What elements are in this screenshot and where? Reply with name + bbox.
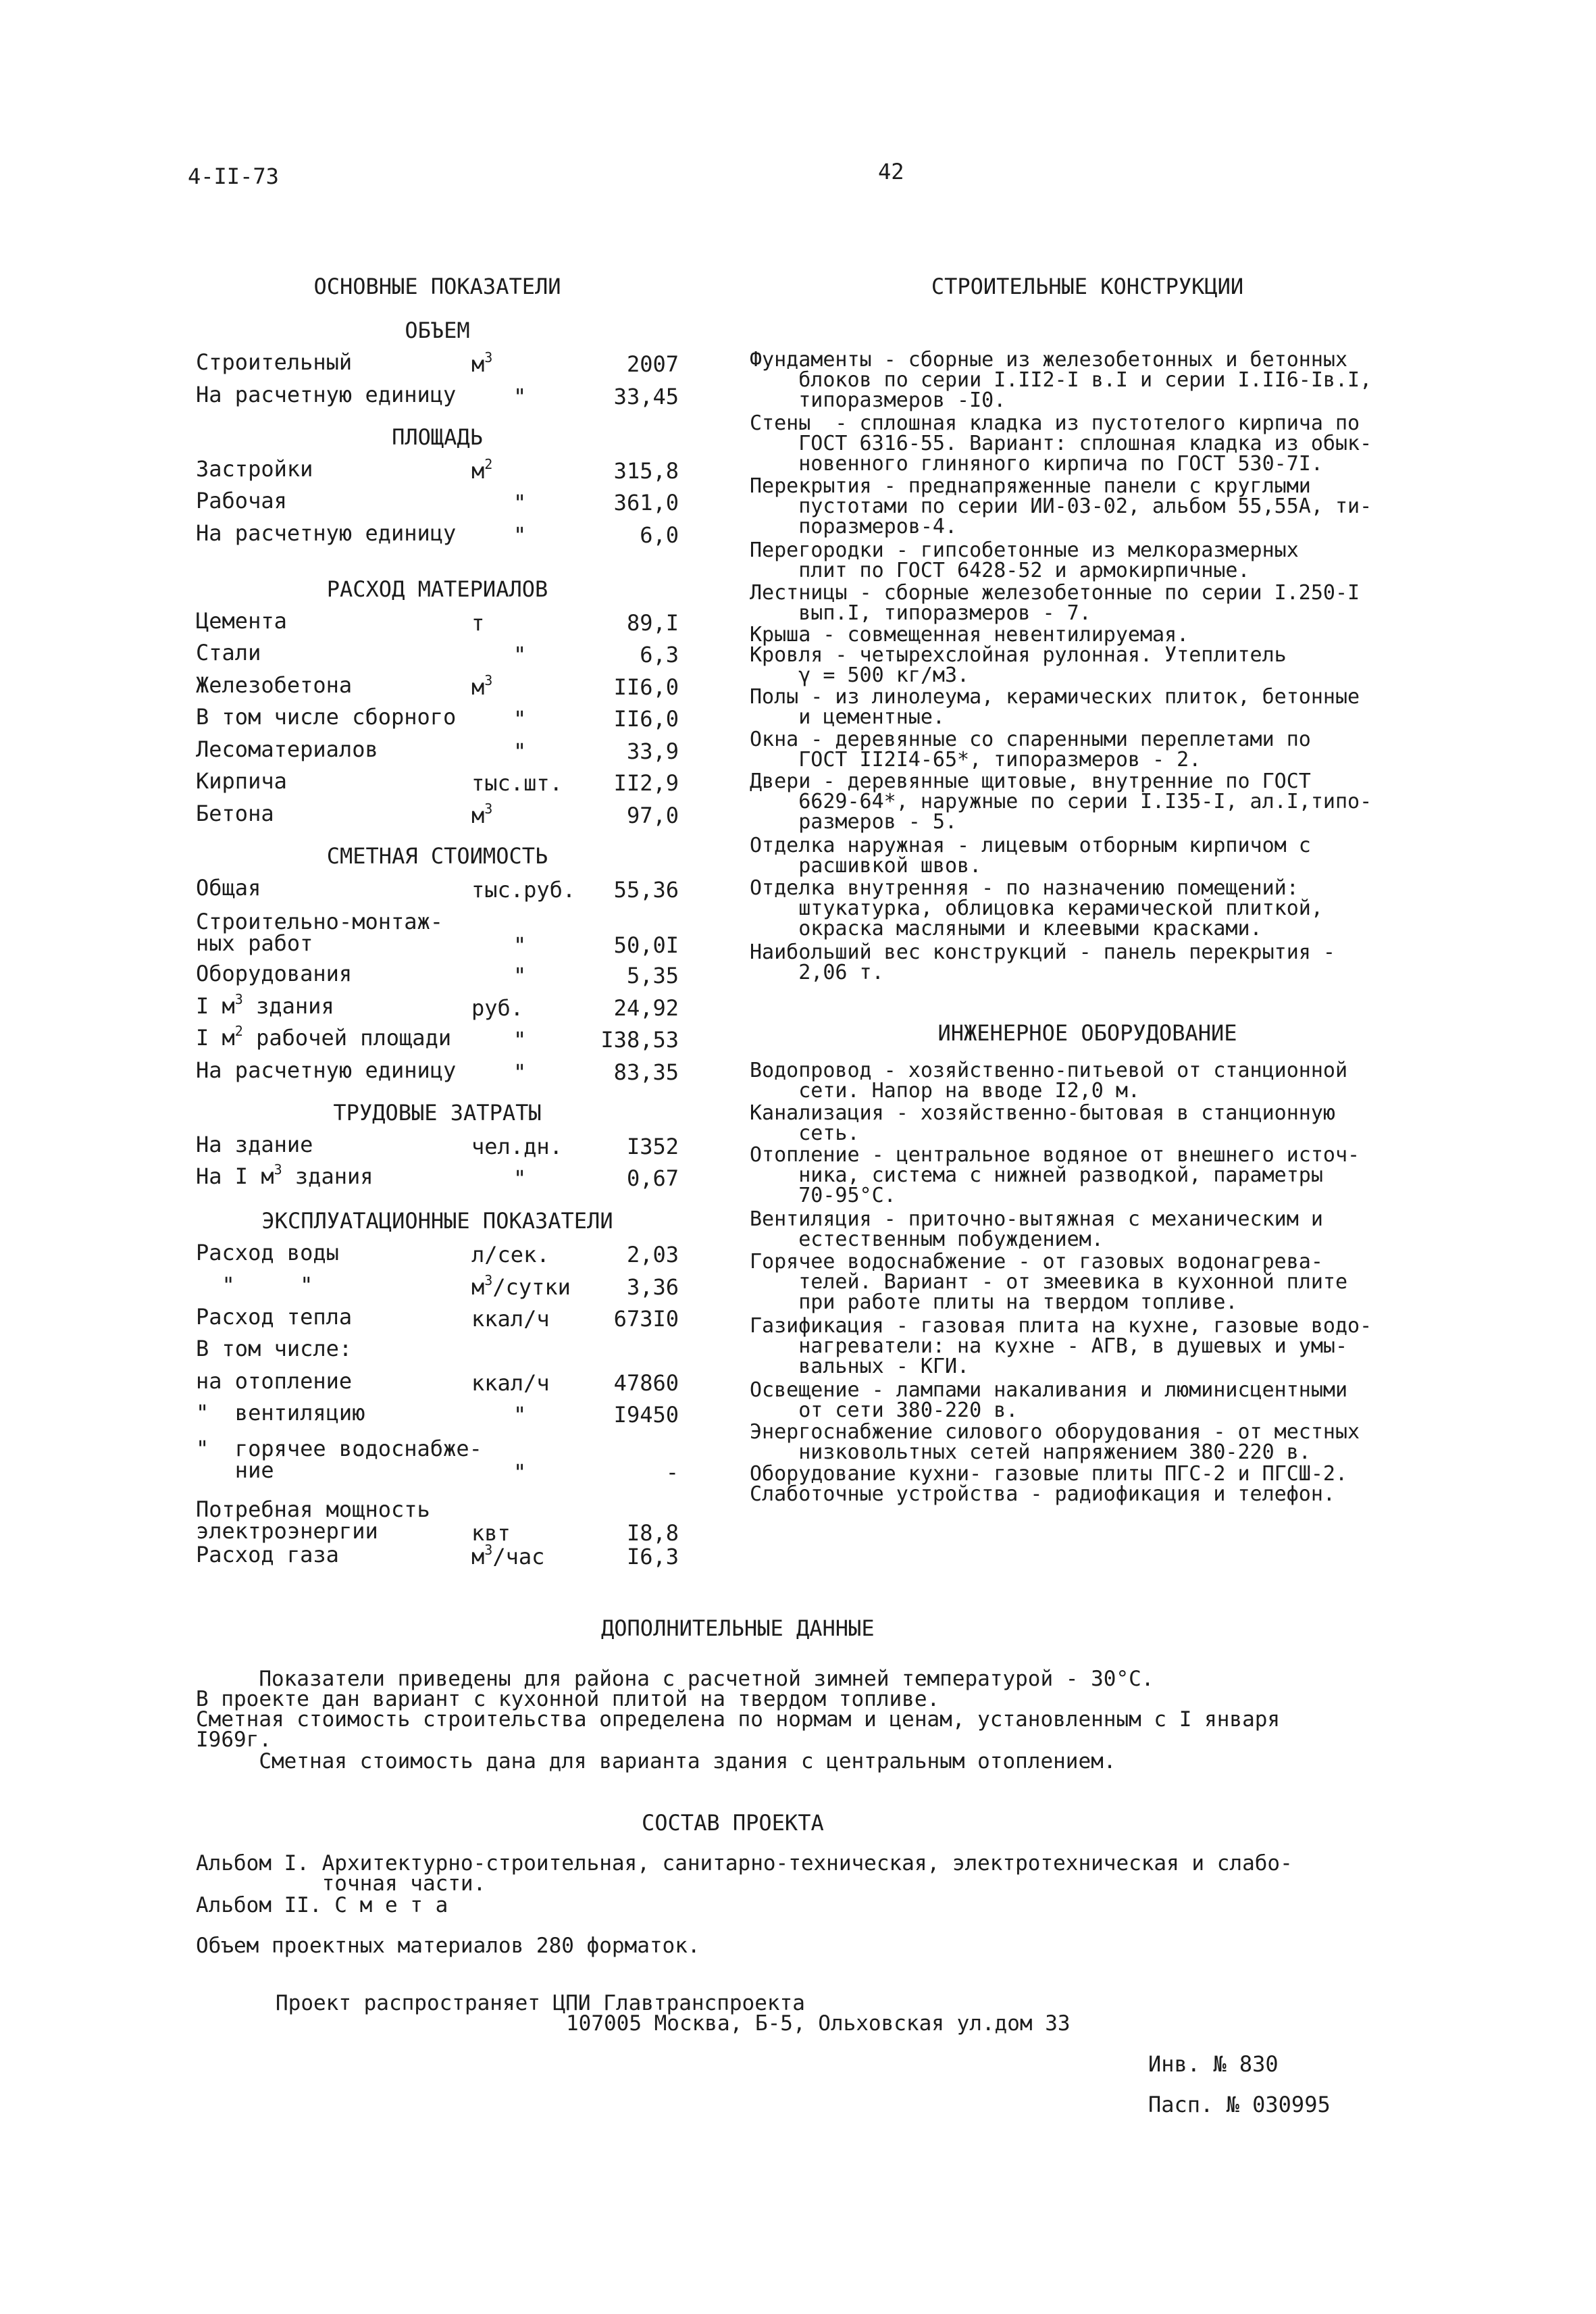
indicator-value: 361,0 [613, 490, 679, 515]
indicator-name: На здание [196, 1132, 313, 1157]
indicator-value: 24,92 [613, 995, 679, 1021]
indicator-name: I $м^2$ рабочей площади [196, 1023, 452, 1051]
indicator-unit: чел.дн. [471, 1134, 563, 1159]
indicator-value: I8,8 [626, 1520, 679, 1546]
equipment-item: Газификация - газовая плита на кухне, газовые водо- нагреватели: на кухне - АГВ, в душевых и умы- вальных - КГИ. [750, 1314, 1372, 1378]
indicator-name: " вентиляцию [196, 1400, 365, 1426]
indicator-value: II6,0 [613, 674, 679, 700]
indicator-unit: квт [471, 1520, 511, 1546]
indicator-name: Кирпича [196, 768, 287, 794]
construction-item: Перегородки - гипсобетонные из мелкоразмерных плит по ГОСТ 6428-52 и армокирпичные. [750, 538, 1299, 582]
section-heading: ТРУДОВЫЕ ЗАТРАТЫ [333, 1100, 542, 1126]
left-column-title: ОСНОВНЫЕ ПОКАЗАТЕЛИ [313, 274, 561, 299]
composition-line: точная части. [196, 1871, 486, 1896]
indicator-unit: " [513, 490, 527, 515]
construction-item: Стены - сплошная кладка из пустотелого кирпича по ГОСТ 6316-55. Вариант: сплошная кладка из обык- новенного глиняного кирпича по ГОСТ 530-7I. [750, 411, 1372, 476]
section-heading: ПЛОЩАДЬ [392, 424, 483, 450]
additional-line: Сметная стоимость дана для варианта здания с центральным отоплением. [196, 1749, 1116, 1774]
equipment-item: Отопление - центральное водяное от внешнего источ- ника, система с нижней разводкой, параметры 70-95°С. [750, 1143, 1360, 1207]
equipment-title: ИНЖЕНЕРНОЕ ОБОРУДОВАНИЕ [937, 1020, 1237, 1046]
indicator-value: 50,0I [613, 932, 679, 958]
passport-number: Пасп. № 030995 [1148, 2092, 1331, 2117]
equipment-item: Канализация - хозяйственно-бытовая в станционную сеть. [750, 1101, 1335, 1145]
indicator-name: Расход воды [196, 1240, 339, 1265]
indicator-name: Железобетона [196, 672, 353, 698]
construction-item: Отделка внутренняя - по назначению помещений: штукатурка, облицовка керамической плиткой, окраска масляными и клеевыми красками. [750, 876, 1323, 940]
construction-item: Крыша - совмещенная невентилируемая. [750, 623, 1189, 647]
indicator-name: I $м^3$ здания [196, 991, 334, 1019]
indicator-value: I6,3 [626, 1544, 679, 1569]
indicator-name: В том числе сборного [196, 704, 457, 730]
indicator-unit: " [513, 1165, 527, 1191]
indicator-name: На I $м^3$ здания [196, 1161, 374, 1189]
indicator-name: Общая [196, 875, 261, 901]
indicator-value: 3,36 [626, 1274, 679, 1300]
indicator-value: 83,35 [613, 1059, 679, 1085]
equipment-item: Энергоснабжение силового оборудования - от местных низковольтных сетей напряжением 380-220 в. [750, 1420, 1360, 1464]
construction-item: Двери - деревянные щитовые, внутренние по ГОСТ 6629-64*, наружные по серии I.I35-I, ал.I,типо- размеров - 5. [750, 770, 1372, 834]
indicator-name: В том числе: [196, 1336, 353, 1361]
indicator-value: I38,53 [600, 1027, 679, 1053]
equipment-item: Слаботочные устройства - радиофикация и телефон. [750, 1482, 1335, 1506]
indicator-name: на отопление [196, 1368, 353, 1394]
indicator-name: Расход газа [196, 1542, 339, 1567]
indicator-unit: " [513, 963, 527, 988]
indicator-value: 2007 [626, 351, 679, 377]
indicator-name: Расход тепла [196, 1304, 353, 1330]
construction-item: Полы - из линолеума, керамических плиток, бетонные и цементные. [750, 685, 1360, 729]
indicator-value: I352 [626, 1134, 679, 1159]
document-number: 4-II-73 [188, 164, 279, 189]
indicator-unit: ккал/ч [471, 1306, 550, 1332]
inventory-number: Инв. № 830 [1148, 2051, 1279, 2077]
constructions-title: СТРОИТЕЛЬНЫЕ КОНСТРУКЦИИ [931, 274, 1244, 299]
section-heading: РАСХОД МАТЕРИАЛОВ [326, 576, 548, 602]
construction-item: Кровля - четырехслойная рулонная. Утеплитель γ = 500 кг/м3. [750, 643, 1287, 687]
indicator-unit: руб. [471, 995, 524, 1021]
additional-line: I969г. [196, 1728, 272, 1752]
indicator-value: - [665, 1459, 679, 1485]
construction-item: Наибольший вес конструкций - панель перекрытия - 2,06 т. [750, 940, 1335, 984]
composition-line: Объем проектных материалов 280 форматок. [196, 1934, 700, 1958]
equipment-item: Вентиляция - приточно-вытяжная с механическим и естественным побуждением. [750, 1207, 1323, 1251]
indicator-unit: $м^3$ [471, 349, 493, 377]
composition-title: СОСТАВ ПРОЕКТА [642, 1810, 824, 1836]
indicator-name: На расчетную единицу [196, 1057, 457, 1083]
indicator-name: Строительный [196, 349, 353, 375]
composition-line: Альбом I. Архитектурно-строительная, санитарно-техническая, электротехническая и слабо- [196, 1851, 1293, 1876]
indicator-name: Рабочая [196, 488, 287, 513]
indicator-value: 55,36 [613, 877, 679, 903]
indicator-value: II2,9 [613, 770, 679, 796]
indicator-name: Лесоматериалов [196, 736, 378, 762]
indicator-value: 315,8 [613, 458, 679, 484]
indicator-name: Бетона [196, 801, 274, 826]
indicator-unit: " [513, 738, 527, 764]
indicator-name: Застройки [196, 456, 313, 482]
indicator-value: 6,0 [640, 522, 679, 548]
equipment-item: Водопровод - хозяйственно-питьевой от станционной сети. Напор на вводе I2,0 м. [750, 1059, 1348, 1103]
equipment-item: Горячее водоснабжение - от газовых водонагрева- телей. Вариант - от змеевика в кухонной плите при работе плиты на твердом топливе. [750, 1250, 1348, 1314]
additional-line: Сметная стоимость строительства определена по нормам и ценам, установленным с I января [196, 1707, 1281, 1732]
indicator-unit: " [513, 522, 527, 548]
indicator-value: 0,67 [626, 1165, 679, 1191]
construction-item: Фундаменты - сборные из железобетонных и бетонных блоков по серии I.II2-I в.I и серии I.II6-Iв.I, типоразмеров -I0. [750, 348, 1372, 412]
equipment-item: Освещение - лампами накаливания и люминисцентными от сети 380-220 в. [750, 1378, 1348, 1422]
indicator-unit: " [513, 706, 527, 732]
section-heading: ЭКСПЛУАТАЦИОННЫЕ ПОКАЗАТЕЛИ [261, 1208, 613, 1234]
construction-item: Окна - деревянные со спаренными переплетами по ГОСТ II2I4-65*, типоразмеров - 2. [750, 728, 1311, 772]
indicator-value: 5,35 [626, 963, 679, 988]
indicator-unit: " [513, 1027, 527, 1053]
additional-line: Показатели приведены для района с расчетной зимней температурой - 30°С. [196, 1667, 1154, 1691]
indicator-unit: $м^3$ [471, 801, 493, 828]
indicator-value: 6,3 [640, 642, 679, 668]
indicator-name: На расчетную единицу [196, 382, 457, 407]
indicator-unit: ккал/ч [471, 1370, 550, 1396]
section-heading: ОБЪЕМ [405, 318, 470, 343]
indicator-value: 33,9 [626, 738, 679, 764]
indicator-name: Оборудования [196, 961, 353, 986]
page-number: 42 [878, 159, 904, 184]
equipment-item: Оборудование кухни- газовые плиты ПГС-2 и ПГСШ-2. [750, 1462, 1348, 1486]
indicator-value: I9450 [613, 1402, 679, 1428]
distribution-line-1: Проект распространяет ЦПИ Главтранспроекта [276, 1991, 805, 2015]
indicator-name: Цемента [196, 608, 287, 634]
indicator-value: II6,0 [613, 706, 679, 732]
indicator-unit: " [513, 1402, 527, 1428]
additional-title: ДОПОЛНИТЕЛЬНЫЕ ДАННЫЕ [601, 1615, 875, 1641]
indicator-name: Стали [196, 640, 261, 665]
construction-item: Перекрытия - преднапряженные панели с круглыми пустотами по серии ИИ-03-02, альбом 55,55А, ти- поразмеров-4. [750, 474, 1372, 538]
indicator-unit: л/сек. [471, 1242, 550, 1267]
distribution-line-2: 107005 Москва, Б-5, Ольховская ул.дом 33 [566, 2011, 1071, 2036]
indicator-unit: т [471, 610, 485, 636]
indicator-unit: $м^3$/час [471, 1542, 545, 1569]
indicator-unit: " [513, 1059, 527, 1085]
indicator-value: 673I0 [613, 1306, 679, 1332]
indicator-name: " " [196, 1272, 313, 1298]
additional-line: В проекте дан вариант с кухонной плитой на твердом топливе. [196, 1687, 940, 1711]
indicator-value: 97,0 [626, 803, 679, 828]
indicator-unit: $м^3$ [471, 672, 493, 700]
indicator-name: На расчетную единицу [196, 520, 457, 546]
indicator-value: 2,03 [626, 1242, 679, 1267]
indicator-unit: " [513, 1459, 527, 1485]
composition-line: Альбом II. С м е т а [196, 1893, 448, 1917]
indicator-name: Потребная мощность электроэнергии [196, 1496, 430, 1544]
indicator-name: Строительно-монтаж- ных работ [196, 909, 444, 956]
indicator-value: 33,45 [613, 384, 679, 409]
indicator-unit: " [513, 384, 527, 409]
construction-item: Отделка наружная - лицевым отборным кирпичом с расшивкой швов. [750, 834, 1311, 878]
indicator-unit: " [513, 642, 527, 668]
construction-item: Лестницы - сборные железобетонные по серии I.250-I вып.I, типоразмеров - 7. [750, 581, 1360, 625]
indicator-unit: $м^2$ [471, 456, 493, 484]
section-heading: СМЕТНАЯ СТОИМОСТЬ [326, 843, 548, 869]
indicator-name: " горячее водоснабже- ние [196, 1436, 482, 1483]
indicator-unit: " [513, 932, 527, 958]
indicator-unit: тыс.руб. [471, 877, 576, 903]
indicator-value: 47860 [613, 1370, 679, 1396]
indicator-value: 89,I [626, 610, 679, 636]
indicator-unit: $м^3$/сутки [471, 1272, 571, 1300]
indicator-unit: тыс.шт. [471, 770, 563, 796]
